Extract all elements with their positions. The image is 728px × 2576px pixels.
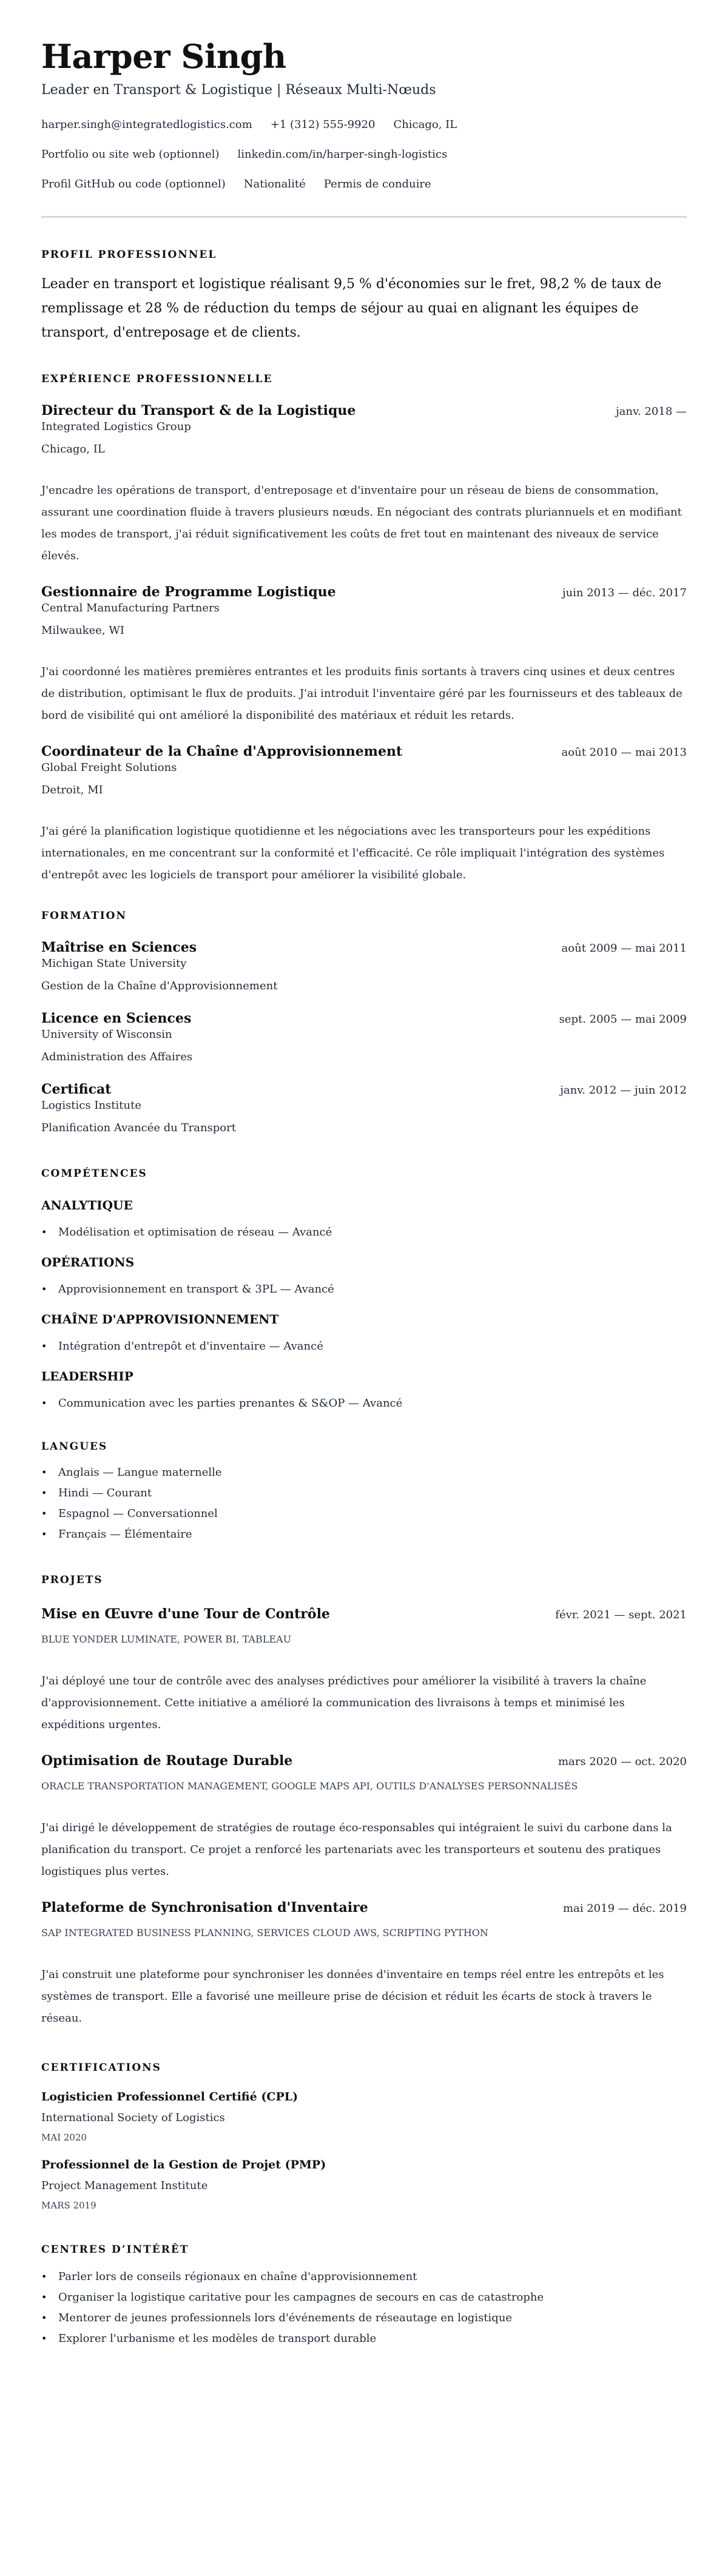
school-name: Logistics Institute — [41, 1099, 141, 1112]
skill-item: • Approvisionnement en transport & 3PL — Avancé — [41, 1282, 687, 1297]
section-interests — [41, 2243, 687, 2346]
job-location: Milwaukee, WI — [41, 624, 124, 637]
section-title: PROFIL PROFESSIONNEL — [41, 249, 217, 261]
contact-phone[interactable]: +1 (312) 555-9920 — [270, 118, 376, 131]
job-dates: juin 2013 — déc. 2017 — [562, 587, 687, 599]
certification-name: Professionnel de la Gestion de Projet (PMP) — [41, 2158, 326, 2171]
certifications-list — [41, 2089, 687, 2211]
job-title: Coordinateur de la Chaîne d'Approvisionnement — [41, 744, 403, 759]
project-tech-stack: BLUE YONDER LUMINATE, POWER BI, TABLEAU — [41, 1633, 292, 1645]
job-dates: janv. 2018 — — [616, 405, 687, 418]
job-title: Gestionnaire de Programme Logistique — [41, 584, 336, 600]
certification-date: MAI 2020 — [41, 2132, 87, 2143]
section-experience — [41, 372, 687, 886]
education-dates: janv. 2012 — juin 2012 — [560, 1084, 687, 1097]
degree-name: Licence en Sciences — [41, 1011, 192, 1026]
section-title: CENTRES D’INTÉRÊT — [41, 2244, 189, 2256]
contact-linkedin[interactable]: linkedin.com/in/harper-singh-logistics — [237, 148, 448, 161]
skill-group — [41, 1311, 687, 1354]
company-name: Global Freight Solutions — [41, 761, 177, 774]
education-item — [41, 938, 687, 994]
project-tech-stack: SAP INTEGRATED BUSINESS PLANNING, SERVICES CLOUD AWS, SCRIPTING PYTHON — [41, 1927, 488, 1939]
education-item — [41, 1009, 687, 1064]
language-item: • Espagnol — Conversationnel — [41, 1507, 687, 1521]
skill-item: • Intégration d'entrepôt et d'inventaire — Avancé — [41, 1339, 687, 1354]
degree-name: Certificat — [41, 1081, 112, 1097]
skill-category: OPÉRATIONS — [41, 1255, 135, 1270]
skill-item: • Communication avec les parties prenantes & S&OP — Avancé — [41, 1396, 687, 1411]
contact-row — [41, 177, 687, 192]
job-dates: août 2010 — mai 2013 — [561, 746, 687, 759]
project-title: Plateforme de Synchronisation d'Inventaire — [41, 1900, 368, 1915]
certification-item — [41, 2089, 687, 2144]
contact-row — [41, 147, 687, 162]
contact-row — [41, 118, 687, 132]
project-dates: mars 2020 — oct. 2020 — [558, 1755, 687, 1768]
header-divider — [41, 216, 687, 218]
education-dates: août 2009 — mai 2011 — [561, 942, 687, 955]
projects-list — [41, 1605, 687, 2030]
contact-nationality: Nationalité — [243, 178, 306, 190]
education-dates: sept. 2005 — mai 2009 — [559, 1013, 687, 1026]
experience-list — [41, 402, 687, 886]
contact-location: Chicago, IL — [393, 118, 457, 131]
project-title: Optimisation de Routage Durable — [41, 1753, 293, 1769]
experience-item — [41, 402, 687, 567]
interest-item: • Organiser la logistique caritative pour les campagnes de secours en cas de catastrophe — [41, 2290, 687, 2305]
certification-issuer: Project Management Institute — [41, 2179, 208, 2192]
section-languages — [41, 1440, 687, 1542]
field-of-study: Planification Avancée du Transport — [41, 1122, 236, 1134]
resume-header — [41, 35, 687, 218]
interests-list — [41, 2270, 687, 2346]
job-title: Directeur du Transport & de la Logistique — [41, 403, 356, 419]
project-description: J'ai dirigé le développement de stratégies de routage éco-responsables qui intégraient le suivi du carbone dans la planification du transport. Ce projet a renforcé les partenariats avec les transporteurs et soutenu des pratiques logistiques plus vertes. — [41, 1821, 672, 1878]
skill-category: CHAÎNE D'APPROVISIONNEMENT — [41, 1312, 279, 1327]
education-item — [41, 1080, 687, 1135]
project-item — [41, 1752, 687, 1883]
section-education — [41, 909, 687, 1135]
candidate-headline: Leader en Transport & Logistique | Réseaux Multi-Nœuds — [41, 82, 436, 98]
job-location: Detroit, MI — [41, 784, 103, 796]
skill-group — [41, 1368, 687, 1411]
section-title: PROJETS — [41, 1574, 103, 1586]
language-item: • Hindi — Courant — [41, 1486, 687, 1501]
school-name: University of Wisconsin — [41, 1028, 172, 1041]
degree-name: Maîtrise en Sciences — [41, 940, 197, 955]
language-item: • Anglais — Langue maternelle — [41, 1465, 687, 1480]
project-description: J'ai construit une plateforme pour synchroniser les données d'inventaire en temps réel entre les entrepôts et les systèmes de transport. Elle a favorisé une meilleure prise de décision et réduit les écarts de stock à travers le réseau. — [41, 1968, 664, 2025]
field-of-study: Administration des Affaires — [41, 1051, 193, 1063]
project-item — [41, 1898, 687, 2030]
job-description: J'ai géré la planification logistique quotidienne et les négociations avec les transporteurs pour les expéditions internationales, en me concentrant sur la conformité et l'efficacité. Ce rôle impliquait l'intégration des systèmes d'entrepôt avec les logiciels de transport pour améliorer la visibilité globale. — [41, 825, 665, 881]
interest-item: • Mentorer de jeunes professionnels lors d'événements de réseautage en logistique — [41, 2311, 687, 2325]
skill-group — [41, 1197, 687, 1240]
school-name: Michigan State University — [41, 957, 187, 970]
project-dates: mai 2019 — déc. 2019 — [562, 1902, 687, 1915]
section-profile — [41, 248, 687, 345]
job-description: J'encadre les opérations de transport, d'entreposage et d'inventaire pour un réseau de biens de consommation, assurant une coordination fluide à travers plusieurs nœuds. En négociant des contrats pluriannuels et en modifiant les modes de transport, j'ai réduit significativement les coûts de fret tout en maintenant des niveaux de service élevés. — [41, 484, 682, 562]
skill-category: LEADERSHIP — [41, 1369, 133, 1384]
education-list — [41, 938, 687, 1135]
job-location: Chicago, IL — [41, 443, 105, 456]
experience-item — [41, 583, 687, 727]
interest-item: • Parler lors de conseils régionaux en chaîne d'approvisionnement — [41, 2270, 687, 2284]
company-name: Central Manufacturing Partners — [41, 602, 220, 614]
project-description: J'ai déployé une tour de contrôle avec des analyses prédictives pour améliorer la visibilité à travers la chaîne d'approvisionnement. Cette initiative a amélioré la communication des livraisons à temps et minimisé les expéditions urgentes. — [41, 1675, 647, 1731]
section-title: CERTIFICATIONS — [41, 2062, 161, 2074]
project-dates: févr. 2021 — sept. 2021 — [555, 1609, 687, 1621]
section-skills — [41, 1167, 687, 1411]
project-title: Mise en Œuvre d'une Tour de Contrôle — [41, 1606, 330, 1622]
section-title: FORMATION — [41, 910, 127, 922]
contact-drivers-license: Permis de conduire — [323, 178, 431, 190]
section-title: COMPÉTENCES — [41, 1168, 147, 1180]
certification-item — [41, 2157, 687, 2211]
certification-name: Logisticien Professionnel Certifié (CPL) — [41, 2090, 298, 2104]
candidate-name: Harper Singh — [41, 37, 286, 76]
project-item — [41, 1605, 687, 1736]
skill-group — [41, 1254, 687, 1297]
section-projects — [41, 1573, 687, 2030]
profile-summary: Leader en transport et logistique réalisant 9,5 % d'économies sur le fret, 98,2 % de taux de remplissage et 28 % de réduction du temps de séjour au quai en alignant les équipes de transport, d'entreposage et de clients. — [41, 277, 662, 340]
section-title: LANGUES — [41, 1441, 108, 1453]
experience-item — [41, 742, 687, 886]
project-tech-stack: ORACLE TRANSPORTATION MANAGEMENT, GOOGLE MAPS API, OUTILS D'ANALYSES PERSONNALISÉS — [41, 1780, 578, 1792]
languages-list — [41, 1465, 687, 1542]
skills-list — [41, 1197, 687, 1411]
contact-portfolio[interactable]: Portfolio ou site web (optionnel) — [41, 148, 220, 161]
job-description: J'ai coordonné les matières premières entrantes et les produits finis sortants à travers cinq usines et deux centres de distribution, optimisant le flux de produits. J'ai introduit l'inventaire géré par les fournisseurs et des tableaux de bord de visibilité qui ont amélioré la disponibilité des matériaux et réduit les retards. — [41, 665, 682, 722]
section-certifications — [41, 2061, 687, 2211]
skill-category: ANALYTIQUE — [41, 1198, 133, 1212]
interest-item: • Explorer l'urbanisme et les modèles de transport durable — [41, 2332, 687, 2346]
contact-github[interactable]: Profil GitHub ou code (optionnel) — [41, 178, 226, 190]
language-item: • Français — Élémentaire — [41, 1527, 687, 1542]
certification-issuer: International Society of Logistics — [41, 2111, 225, 2124]
field-of-study: Gestion de la Chaîne d'Approvisionnement — [41, 980, 278, 992]
skill-item: • Modélisation et optimisation de réseau — Avancé — [41, 1225, 687, 1240]
section-title: EXPÉRIENCE PROFESSIONNELLE — [41, 373, 273, 385]
company-name: Integrated Logistics Group — [41, 420, 191, 433]
certification-date: MARS 2019 — [41, 2200, 96, 2211]
contact-email[interactable]: harper.singh@integratedlogistics.com — [41, 118, 252, 131]
